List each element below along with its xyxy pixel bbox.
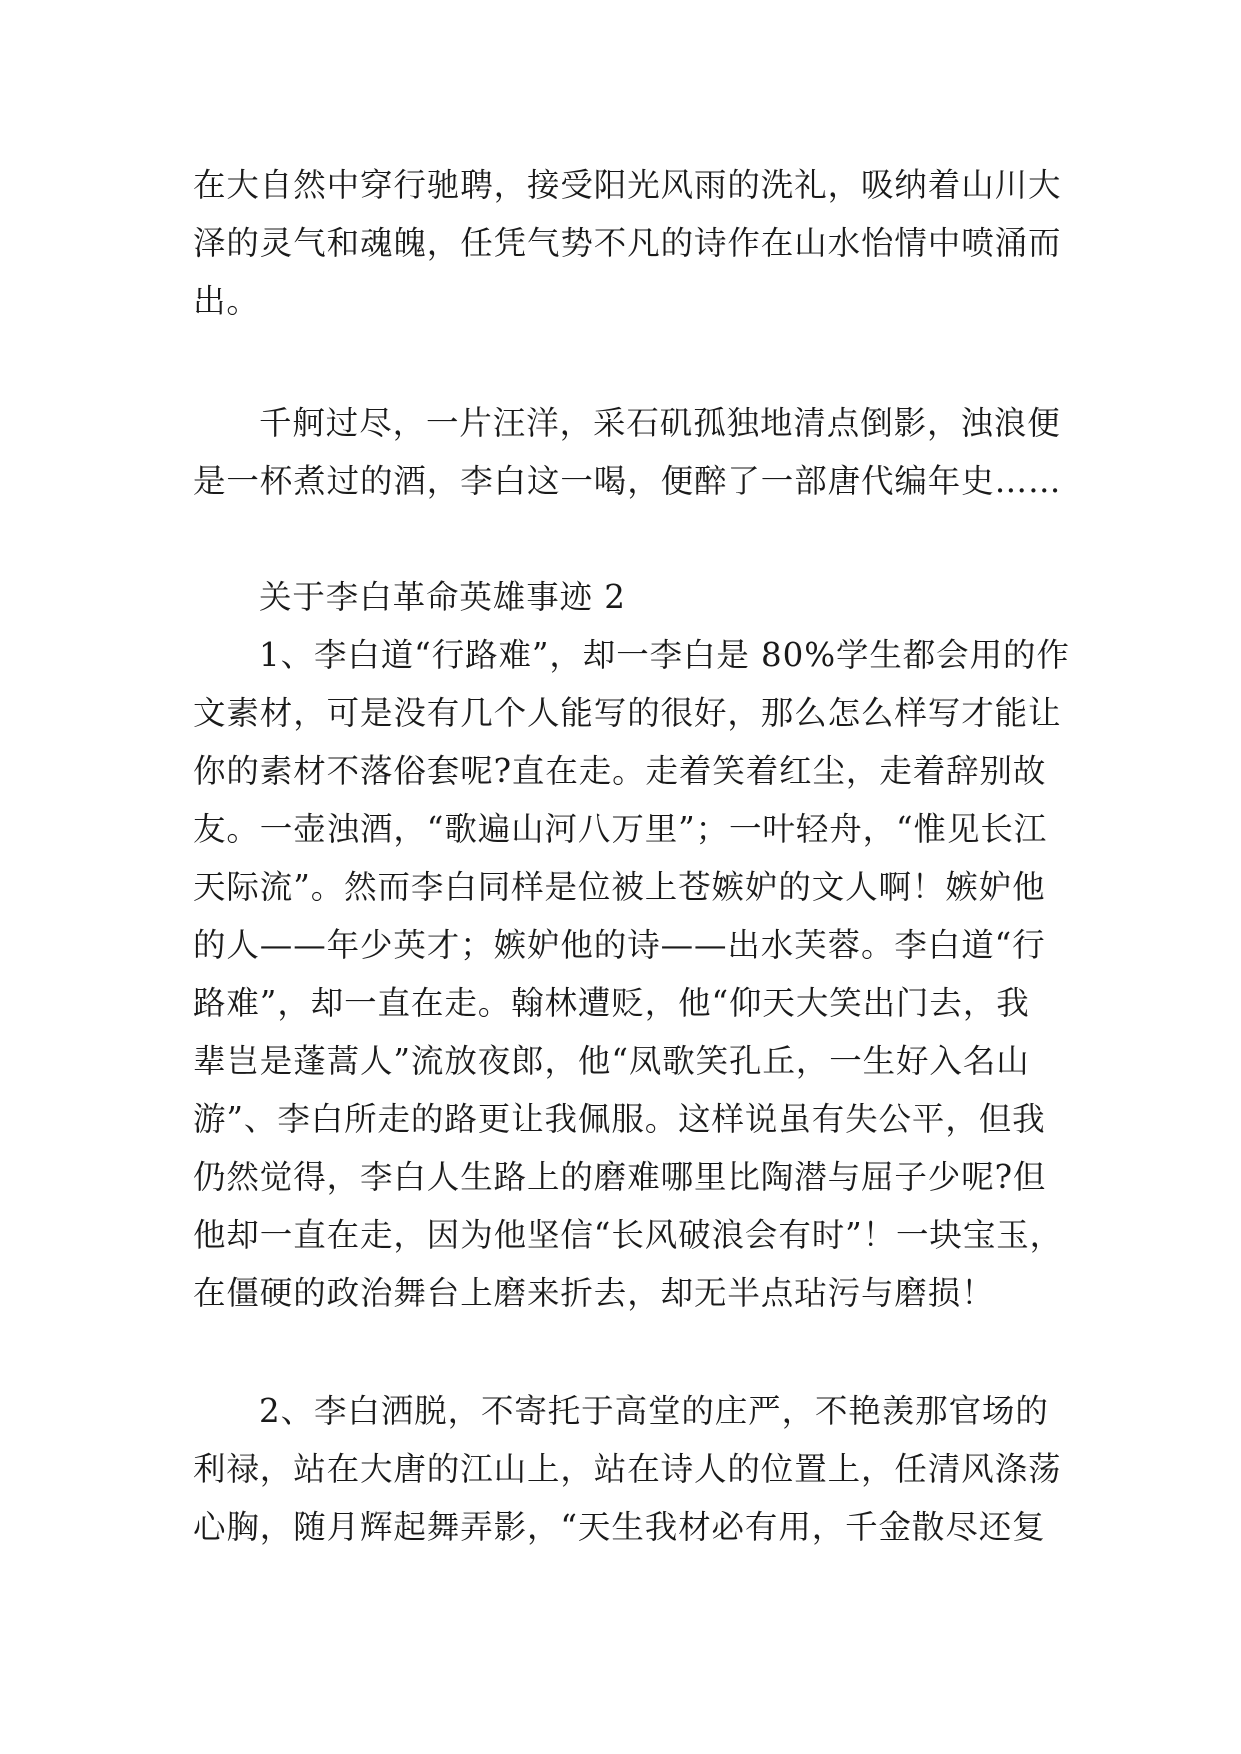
text-line: 他却一直在走，因为他坚信“长风破浪会有时”！一块宝玉， xyxy=(193,1216,1064,1254)
section-heading: 关于李白革命英雄事迹 2 xyxy=(259,578,626,616)
text-line: 出。 xyxy=(193,282,260,320)
text-line: 泽的灵气和魂魄，任凭气势不凡的诗作在山水怡情中喷涌而 xyxy=(193,224,1062,262)
text-line: 1、李白道“行路难”，却一李白是 80%学生都会用的作 xyxy=(259,636,1070,674)
text-line: 友。一壶浊酒，“歌遍山河八万里”；一叶轻舟，“惟见长江 xyxy=(193,810,1048,848)
text-line: 是一杯煮过的酒，李白这一喝，便醉了一部唐代编年史…… xyxy=(193,462,1062,500)
text-line: 辈岂是蓬蒿人”流放夜郎，他“凤歌笑孔丘，一生好入名山 xyxy=(193,1042,1030,1080)
text-line: 心胸，随月辉起舞弄影，“天生我材必有用，千金散尽还复 xyxy=(193,1508,1046,1546)
paragraph-section-2 xyxy=(193,568,1070,1322)
paragraph-unrestrained xyxy=(193,1382,1062,1556)
text-line: 利禄，站在大唐的江山上，站在诗人的位置上，任清风涤荡 xyxy=(193,1450,1062,1488)
text-line: 2、李白洒脱，不寄托于高堂的庄严，不艳羡那官场的 xyxy=(259,1392,1049,1430)
text-line: 你的素材不落俗套呢?直在走。走着笑着红尘，走着辞别故 xyxy=(193,752,1047,790)
text-line: 仍然觉得，李白人生路上的磨难哪里比陶潜与屈子少呢?但 xyxy=(193,1158,1047,1196)
text-line: 文素材，可是没有几个人能写的很好，那么怎么样写才能让 xyxy=(193,694,1062,732)
text-line: 路难”，却一直在走。翰林遭贬，他“仰天大笑出门去，我 xyxy=(193,984,1030,1022)
text-line: 游”、李白所走的路更让我佩服。这样说虽有失公平，但我 xyxy=(193,1100,1046,1138)
text-line: 天际流”。然而李白同样是位被上苍嫉妒的文人啊！嫉妒他 xyxy=(193,868,1046,906)
paragraph-caishiji xyxy=(193,394,1062,510)
text-line: 千舸过尽，一片汪洋，采石矶孤独地清点倒影，浊浪便 xyxy=(259,404,1061,442)
text-line: 的人——年少英才；嫉妒他的诗——出水芙蓉。李白道“行 xyxy=(193,926,1046,964)
text-line: 在大自然中穿行驰聘，接受阳光风雨的洗礼，吸纳着山川大 xyxy=(193,166,1062,204)
paragraph-nature-journey xyxy=(193,156,1062,330)
text-line: 在僵硬的政治舞台上磨来折去，却无半点玷污与磨损！ xyxy=(193,1274,995,1312)
